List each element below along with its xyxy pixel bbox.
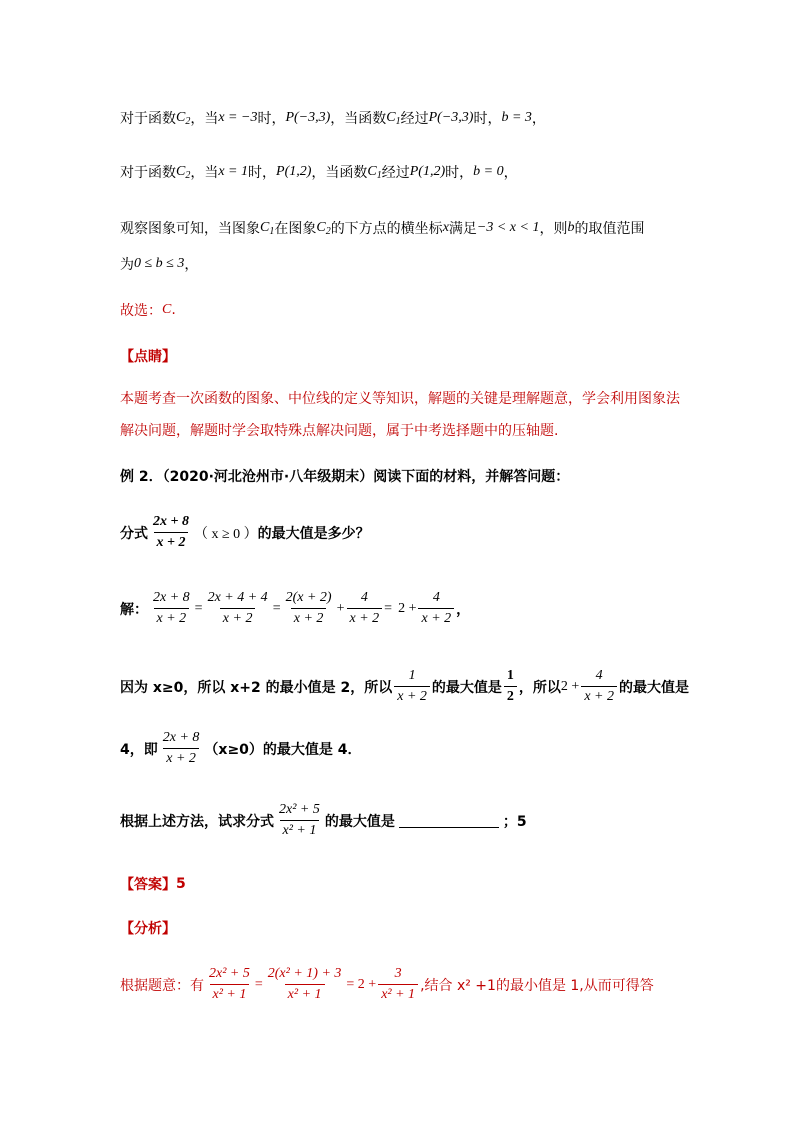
section-label-analysis: 【分析】 <box>120 921 176 937</box>
answer-line: 【答案】 5 <box>120 876 186 893</box>
choice-answer: 故选： C . <box>120 302 176 319</box>
paragraph-comment-line1: 本题考查一次函数的图象、中位线的定义等知识，解题的关键是理解题意，学会利用图象法 <box>120 391 680 407</box>
solution-line: 解： $\frac{2x + 8}{x + 2}$ = $\frac{2x + 4 + 4}{x + 2}$ = $\frac{2(x + 2)}{x + 2}$ + $\frac{4}{x + 2}$ = 2 + $\frac{4}{x + 2}$ ， <box>120 590 471 626</box>
paragraph-c2-point-b: 对于函数 $C_2$ ，当 x = 1 时， P(1,2) ，当函数 $C_1$ 经过 P(1,2) 时， b = 0 ， <box>120 163 518 181</box>
paragraph-observation: 观察图象可知，当图象 $C_1$ 在图象 $C_2$ 的下方点的横坐标 x 满足 −3 < x < 1 ，则 b 的取值范围 <box>120 219 645 237</box>
example-2-heading: 例 2．（2020·河北沧州市·八年级期末）阅读下面的材料，并解答问题： <box>120 469 570 485</box>
reasoning-line-2: 4，即 $\frac{2x + 8}{x + 2}$ （x≥0）的最大值是 4． <box>120 730 362 766</box>
analysis-line: 根据题意：有 $\frac{\text{2x² + 5}}{\text{x² + 1}}$ = $\frac{\text{2(x² + 1) + 3}}{\text{x² + 1}}$ = 2 + $\frac{3}{\text{x² + 1}}$ ,结合 x² +1的最小值是 1,从而可得答 <box>120 966 654 1002</box>
task-line: 根据上述方法，试求分式 $\frac{\text{2x² + 5}}{\text{x² + 1}}$ 的最大值是 ；5 <box>120 802 527 838</box>
section-label-dianjing: 【点睛】 <box>120 349 176 365</box>
fraction: $\frac{2x + 8}{x + 2}$ <box>153 514 189 550</box>
answer-blank[interactable] <box>399 813 499 828</box>
question-line: 分式 $\frac{2x + 8}{x + 2}$ （ x ≥ 0 ） 的最大值是多少？ <box>120 514 370 550</box>
paragraph-observation-cont: 为 0 ≤ b ≤ 3 ， <box>120 256 199 273</box>
function-c1: $C_1$ <box>386 109 401 127</box>
paragraph-comment-line2: 解决问题，解题时学会取特殊点解决问题，属于中考选择题中的压轴题. <box>120 423 559 439</box>
paragraph-c2-point-a: 对于函数 $C_2$ ，当 x = −3 时， P(−3,3) ，当函数 $C_1$ 经过 P(−3,3) 时， b = 3 ， <box>120 109 546 127</box>
reasoning-line-1: 因为 x≥0，所以 x+2 的最小值是 2，所以 $\frac{1}{x + 2}$ 的最大值是 $\frac{1}{2}$ ，所以 2 + $\frac{4}{x + 2}$ 的最大值是 <box>120 668 689 704</box>
function-c2: $C_2$ <box>176 109 191 127</box>
